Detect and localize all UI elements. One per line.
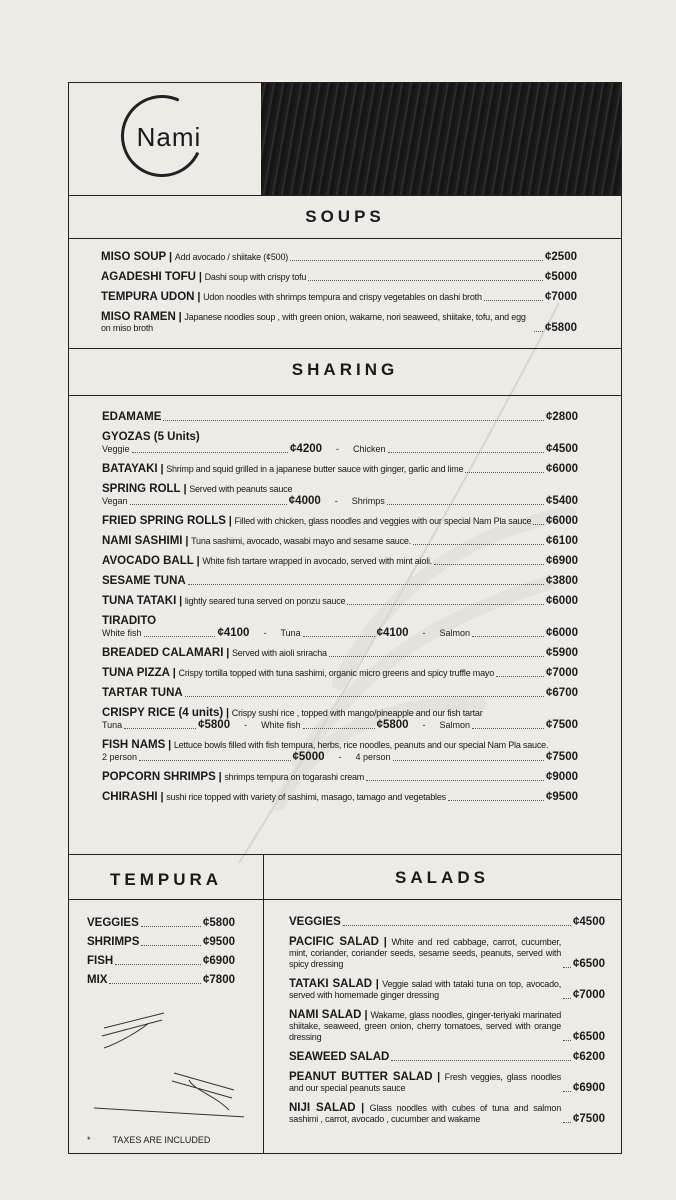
item-line	[289, 1072, 605, 1094]
item-separator: |	[361, 1009, 371, 1021]
item-line	[102, 576, 578, 587]
divider	[69, 854, 621, 855]
item-text	[102, 708, 483, 719]
menu-item	[102, 668, 578, 679]
item-line	[102, 616, 578, 627]
menu-item	[101, 272, 577, 283]
item-line	[101, 312, 577, 334]
item-price: ¢5800	[545, 322, 577, 334]
item-line	[102, 464, 578, 475]
menu-item	[102, 464, 578, 475]
item-line	[102, 792, 578, 803]
item-line	[87, 975, 235, 986]
variant-price: ¢5000	[292, 751, 325, 763]
item-name: FISH NAMS	[102, 739, 166, 751]
dot-leader	[185, 696, 544, 697]
item-price: ¢5800	[203, 917, 235, 929]
variant-separator: -	[334, 496, 338, 506]
variant-separator: -	[244, 720, 248, 730]
item-line	[289, 1103, 605, 1125]
item-description: Crispy tortilla topped with tuna sashimi, organic micro greens and spicy truffle mayo	[178, 668, 495, 678]
item-name: AVOCADO BALL	[102, 555, 194, 567]
item-description: Udon noodles with shrimps tempura and crispy vegetables on dashi broth	[203, 292, 482, 302]
salads-title: SALADS	[395, 868, 489, 887]
tempura-list	[87, 918, 235, 994]
item-text	[102, 688, 183, 699]
item-name: EDAMAME	[102, 411, 162, 423]
item-separator: |	[194, 291, 204, 303]
dot-leader	[303, 728, 375, 729]
menu-item	[102, 596, 578, 607]
variant-label: White fish	[102, 628, 142, 638]
variant-label: Shrimps	[351, 496, 385, 506]
item-line	[289, 937, 605, 970]
dot-leader	[391, 1060, 571, 1061]
item-description: Served with peanuts sauce	[189, 484, 293, 494]
item-text	[102, 464, 463, 475]
item-price: ¢2800	[546, 411, 578, 423]
divider	[69, 348, 621, 349]
footnote	[87, 1135, 210, 1145]
variant-label: Vegan	[102, 496, 128, 506]
dot-leader	[533, 524, 544, 525]
item-description: Dashi soup with crispy tofu	[204, 272, 307, 282]
item-text	[289, 917, 341, 928]
item-price: ¢6000	[546, 463, 578, 475]
item-price: ¢4500	[573, 916, 605, 928]
item-price: ¢6100	[546, 535, 578, 547]
item-price: ¢6900	[573, 1082, 605, 1094]
variant-separator: -	[263, 628, 267, 638]
item-price: ¢6900	[546, 555, 578, 567]
dot-leader	[366, 780, 544, 781]
item-line	[101, 272, 577, 283]
dot-leader	[188, 584, 544, 585]
item-name: TIRADITO	[102, 615, 157, 627]
item-text	[102, 576, 186, 587]
item-price: ¢6700	[546, 687, 578, 699]
item-line	[102, 484, 578, 495]
item-description: Lettuce bowls filled with fish tempura, herbs, rice noodles, peanuts and our special Nam Pla sauce.	[173, 740, 549, 750]
dot-leader	[563, 1122, 571, 1123]
item-name: MISO RAMEN	[101, 311, 176, 323]
dot-leader	[329, 656, 544, 657]
footnote-text: TAXES ARE INCLUDED	[112, 1135, 211, 1145]
variant-label: Salmon	[439, 628, 471, 638]
item-price: ¢5000	[545, 271, 577, 283]
item-text	[102, 648, 327, 659]
dot-leader	[563, 1040, 571, 1041]
variant-price: ¢5800	[376, 719, 409, 731]
item-text	[102, 596, 345, 607]
item-price: ¢6200	[573, 1051, 605, 1063]
item-name: FISH	[87, 955, 114, 967]
dot-leader	[563, 967, 571, 968]
item-line	[289, 917, 605, 928]
divider	[69, 195, 621, 196]
variant-line	[102, 496, 578, 507]
variant-label: White fish	[261, 720, 301, 730]
item-price: ¢3800	[546, 575, 578, 587]
item-description: Wakame, glass noodles, ginger-teriyaki marinated shiitake, seaweed, green onion, cherry tomatoes, served with orange dressing	[289, 1010, 562, 1042]
variant-label: Chicken	[353, 444, 386, 454]
dot-leader	[387, 504, 544, 505]
item-name: SHRIMPS	[87, 936, 140, 948]
variant-price: ¢5400	[546, 495, 579, 507]
item-text	[102, 432, 578, 443]
variant-line	[102, 444, 578, 455]
item-line	[102, 412, 578, 423]
item-separator: |	[157, 791, 167, 803]
header-texture-image	[261, 83, 621, 195]
item-price: ¢6500	[573, 1031, 605, 1043]
item-name: TARTAR TUNA	[102, 687, 183, 699]
item-text	[289, 937, 561, 970]
dot-leader	[124, 728, 196, 729]
item-name: TEMPURA UDON	[101, 291, 195, 303]
item-line	[102, 536, 578, 547]
variant-label: 4 person	[355, 752, 391, 762]
item-description: Crispy sushi rice , topped with mango/pineapple and our fish tartar	[231, 708, 483, 718]
item-text	[101, 292, 482, 303]
item-separator: |	[196, 271, 205, 283]
item-price: ¢6900	[203, 955, 235, 967]
item-text	[289, 1072, 561, 1094]
item-description: Tuna sashimi, avocado, wasabi mayo and sesame sauce.	[191, 536, 411, 546]
item-line	[102, 516, 578, 527]
item-text	[102, 616, 578, 627]
variant-label: 2 person	[102, 752, 138, 762]
menu-item	[101, 252, 577, 263]
item-separator: |	[166, 251, 175, 263]
dot-leader	[290, 260, 543, 261]
item-name: VEGGIES	[289, 916, 341, 928]
dot-leader	[393, 760, 544, 761]
item-description: White fish tartare wrapped in avocado, served with mint aioli.	[202, 556, 433, 566]
item-separator: |	[432, 1071, 445, 1083]
item-line	[289, 1052, 605, 1063]
menu-item	[289, 1010, 605, 1043]
logo	[69, 83, 261, 195]
item-separator: |	[223, 707, 232, 719]
menu-item	[102, 708, 578, 731]
item-text	[101, 272, 306, 283]
item-separator: |	[175, 311, 185, 323]
item-name: MIX	[87, 974, 108, 986]
footnote-mark: *	[87, 1135, 91, 1145]
item-name: TUNA PIZZA	[102, 667, 170, 679]
dot-leader	[303, 636, 375, 637]
item-name: TATAKI SALAD	[289, 978, 373, 990]
menu-item	[102, 556, 578, 567]
dot-leader	[144, 636, 216, 637]
item-price: ¢5900	[546, 647, 578, 659]
sharing-title: SHARING	[291, 360, 399, 379]
item-line	[87, 956, 235, 967]
dot-leader	[534, 331, 543, 332]
item-separator: |	[372, 978, 383, 990]
item-description: Japanese noodles soup , with green onion, wakame, nori seaweed, shiitake, tofu, and egg on miso broth	[101, 312, 526, 333]
menu-item	[102, 648, 578, 659]
item-text	[102, 516, 531, 527]
dot-leader	[388, 452, 545, 453]
dot-leader	[472, 728, 544, 729]
variant-price: ¢4200	[290, 443, 323, 455]
item-name: AGADESHI TOFU	[101, 271, 196, 283]
item-description: Fresh veggies, glass noodles and our special peanuts sauce	[289, 1072, 562, 1093]
divider	[69, 395, 621, 396]
menu-item	[102, 792, 578, 803]
item-name: PEANUT BUTTER SALAD	[289, 1071, 433, 1083]
item-text	[102, 556, 432, 567]
item-line	[102, 740, 578, 751]
item-separator: |	[223, 647, 232, 659]
item-description: Add avocado / shiitake (¢500)	[174, 252, 289, 262]
variant-separator: -	[338, 752, 342, 762]
item-price: ¢6000	[546, 515, 578, 527]
item-name: POPCORN SHRIMPS	[102, 771, 216, 783]
item-separator: |	[169, 667, 179, 679]
item-description: Filled with chicken, glass noodles and veggies with our special Nam Pla sauce	[234, 516, 532, 526]
divider	[69, 238, 621, 239]
item-text	[102, 536, 411, 547]
item-separator: |	[182, 535, 192, 547]
dot-leader	[343, 925, 571, 926]
menu-item	[102, 516, 578, 527]
item-price: ¢9000	[546, 771, 578, 783]
item-separator: |	[176, 595, 185, 607]
menu-item	[289, 1072, 605, 1094]
menu-item	[102, 536, 578, 547]
item-description: sushi rice topped with variety of sashimi, masago, tamago and vegetables	[166, 792, 446, 802]
item-name: SPRING ROLL	[102, 483, 181, 495]
menu-item	[102, 484, 578, 507]
item-text	[102, 792, 446, 803]
item-name: CHIRASHI	[102, 791, 158, 803]
dot-leader	[448, 800, 544, 801]
item-name: TUNA TATAKI	[102, 595, 177, 607]
item-line	[102, 708, 578, 719]
item-name: NAMI SASHIMI	[102, 535, 183, 547]
item-text	[289, 979, 561, 1001]
item-price: ¢6500	[573, 958, 605, 970]
item-line	[102, 556, 578, 567]
chopsticks-illustration-icon	[94, 1008, 244, 1128]
variant-price: ¢5800	[198, 719, 231, 731]
menu-item	[87, 918, 235, 929]
menu-item	[289, 917, 605, 928]
dot-leader	[563, 998, 571, 999]
item-price: ¢9500	[546, 791, 578, 803]
tempura-title: TEMPURA	[109, 870, 223, 889]
dot-leader	[141, 945, 201, 946]
item-separator: |	[355, 1102, 370, 1114]
dot-leader	[308, 280, 543, 281]
item-text	[102, 412, 161, 423]
menu-item	[289, 979, 605, 1001]
variant-separator: -	[336, 444, 340, 454]
logo-text: Nami	[136, 121, 202, 152]
item-text	[87, 975, 107, 986]
item-price: ¢7800	[203, 974, 235, 986]
item-name: SESAME TUNA	[102, 575, 186, 587]
item-separator: |	[215, 771, 225, 783]
item-line	[87, 937, 235, 948]
item-price: ¢9500	[203, 936, 235, 948]
item-name: MISO SOUP	[101, 251, 167, 263]
item-description: White and red cabbage, carrot, cucumber, mint, coriander, coriander seeds, sesame seeds, peanuts, served with spicy dressing	[289, 937, 562, 969]
variant-price: ¢4100	[376, 627, 409, 639]
item-text	[102, 484, 292, 495]
item-line	[102, 688, 578, 699]
item-text	[289, 1010, 561, 1043]
variant-label: Tuna	[102, 720, 123, 730]
variant-label: Tuna	[280, 628, 301, 638]
item-line	[102, 432, 578, 443]
item-description: Shrimp and squid grilled in a japanese butter sauce with ginger, garlic and lime	[166, 464, 464, 474]
item-line	[102, 772, 578, 783]
variant-separator: -	[422, 720, 426, 730]
menu-item	[87, 937, 235, 948]
item-text	[87, 956, 113, 967]
item-line	[87, 918, 235, 929]
item-name: CRISPY RICE (4 units)	[102, 707, 224, 719]
item-text	[102, 668, 494, 679]
item-text	[289, 1052, 389, 1063]
menu-item	[101, 292, 577, 303]
salads-list	[289, 917, 605, 1134]
menu-item	[102, 412, 578, 423]
variant-price: ¢7500	[546, 719, 578, 731]
item-text	[101, 312, 532, 334]
dot-leader	[132, 452, 289, 453]
item-text	[87, 937, 139, 948]
item-text	[289, 1103, 561, 1125]
item-name: NIJI SALAD	[289, 1102, 356, 1114]
dot-leader	[130, 504, 287, 505]
variant-price: ¢4000	[288, 495, 321, 507]
item-line	[101, 252, 577, 263]
item-line	[289, 979, 605, 1001]
menu-item	[102, 688, 578, 699]
item-separator: |	[180, 483, 190, 495]
item-text	[102, 772, 364, 783]
menu-item	[87, 975, 235, 986]
divider	[69, 899, 621, 900]
dot-leader	[115, 964, 201, 965]
menu-item	[102, 740, 578, 763]
item-price: ¢7000	[573, 989, 605, 1001]
item-description: Served with aioli sriracha	[231, 648, 327, 658]
menu-item	[289, 1103, 605, 1125]
menu-frame	[68, 82, 622, 1154]
variant-line	[102, 628, 578, 639]
item-name: FRIED SPRING ROLLS	[102, 515, 226, 527]
menu-item	[87, 956, 235, 967]
item-description: lightly seared tuna served on ponzu sauce	[184, 596, 346, 606]
item-name: BREADED CALAMARI	[102, 647, 224, 659]
item-name: NAMI SALAD	[289, 1009, 362, 1021]
dot-leader	[465, 472, 544, 473]
item-separator: |	[165, 739, 174, 751]
item-text	[101, 252, 288, 263]
item-separator: |	[157, 463, 167, 475]
menu-item	[101, 312, 577, 334]
menu-item	[102, 432, 578, 455]
variant-label: Veggie	[102, 444, 130, 454]
dot-leader	[163, 420, 544, 421]
item-line	[101, 292, 577, 303]
dot-leader	[141, 926, 201, 927]
variant-line	[102, 720, 578, 731]
dot-leader	[434, 564, 544, 565]
variant-price: ¢4500	[546, 443, 579, 455]
item-name: SEAWEED SALAD	[289, 1051, 390, 1063]
menu-item	[289, 937, 605, 970]
item-text	[102, 740, 548, 751]
menu-item	[102, 772, 578, 783]
dot-leader	[109, 983, 201, 984]
variant-line	[102, 752, 578, 763]
item-line	[102, 648, 578, 659]
item-line	[289, 1010, 605, 1043]
item-price: ¢2500	[545, 251, 577, 263]
sharing-list	[102, 412, 578, 812]
item-price: ¢7000	[545, 291, 577, 303]
item-price: ¢7000	[546, 667, 578, 679]
item-description: shrimps tempura on togarashi cream	[224, 772, 365, 782]
item-price: ¢6000	[546, 595, 578, 607]
dot-leader	[413, 544, 544, 545]
item-name: PACIFIC SALAD	[289, 936, 379, 948]
item-name: BATAYAKI	[102, 463, 158, 475]
variant-price: ¢6000	[546, 627, 578, 639]
item-line	[102, 596, 578, 607]
dot-leader	[484, 300, 543, 301]
variant-label: Salmon	[439, 720, 471, 730]
item-text	[87, 918, 139, 929]
variant-price: ¢7500	[546, 751, 578, 763]
soups-list	[101, 252, 577, 343]
dot-leader	[563, 1091, 571, 1092]
item-line	[102, 668, 578, 679]
item-description: Glass noodles with cubes of tuna and salmon sashimi , carrot, avocado , cucumber and wakame	[289, 1103, 562, 1124]
item-separator: |	[378, 936, 392, 948]
soups-title: SOUPS	[305, 207, 385, 226]
item-separator: |	[225, 515, 235, 527]
menu-item	[102, 616, 578, 639]
item-price: ¢7500	[573, 1113, 605, 1125]
item-name: VEGGIES	[87, 917, 139, 929]
menu-item	[289, 1052, 605, 1063]
item-description: Veggie salad with tataki tuna on top, avocado, served with homemade ginger dressing	[289, 979, 562, 1000]
variant-separator: -	[422, 628, 426, 638]
dot-leader	[496, 676, 544, 677]
variant-price: ¢4100	[217, 627, 250, 639]
menu-item	[102, 576, 578, 587]
dot-leader	[472, 636, 544, 637]
dot-leader	[139, 760, 290, 761]
item-name: GYOZAS (5 Units)	[102, 431, 200, 443]
item-separator: |	[193, 555, 203, 567]
dot-leader	[347, 604, 544, 605]
